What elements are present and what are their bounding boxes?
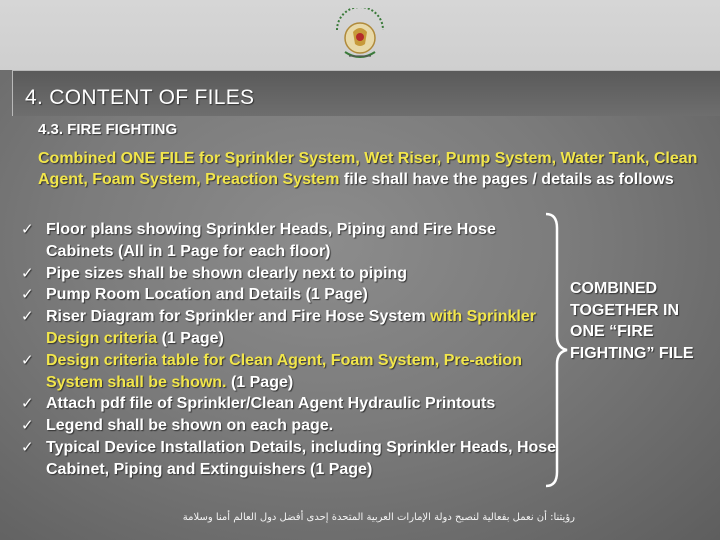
check-icon: ✓ [21,437,34,456]
list-item-text: (1 Page) [157,329,224,347]
list-item [21,219,561,263]
list-item-text: with Sprinkler Design criteria [46,308,536,347]
check-icon: ✓ [21,350,34,369]
list-item [21,263,561,285]
list-item-text: Riser Diagram for Sprinkler and Fire Hose System [46,308,431,326]
combined-note: COMBINED TOGETHER IN ONE “FIRE FIGHTING” FILE [570,280,694,362]
list-item [21,437,561,481]
right-brace-icon [540,210,570,490]
intro-rest: file shall have the pages / details as follows [339,171,674,188]
check-icon: ✓ [21,263,34,282]
list-item [21,350,561,394]
check-icon: ✓ [21,394,34,413]
footer-vision-text: رؤيتنا: أن نعمل بفعالية لنصبح دولة الإمارات العربية المتحدة إحدى أفضل دول العالم أمنا وسلامة [182,512,575,523]
list-item [21,284,561,306]
list-item-text: Floor plans showing Sprinkler Heads, Piping and Fire Hose Cabinets (All in 1 Page for each floor) [46,221,496,260]
list-item [21,415,561,437]
list-item-text: Pipe sizes shall be shown clearly next to piping [46,264,407,282]
list-item [21,393,561,415]
intro-paragraph [38,148,708,190]
check-icon: ✓ [21,220,34,238]
uae-emblem-icon [327,8,393,64]
list-item-text: Legend shall be shown on each page. [46,417,334,435]
list-item-text: (1 Page) [226,373,294,391]
requirements-list [21,219,561,481]
section-subtitle: 4.3. FIRE FIGHTING [38,121,178,138]
check-icon: ✓ [21,307,34,326]
intro-highlight: Combined ONE FILE for Sprinkler System, Wet Riser, Pump System, Water Tank, Clean Agent, Foam System, Preaction System [38,150,698,188]
check-icon: ✓ [21,416,34,435]
list-item [21,306,561,350]
list-item-text: Typical Device Installation Details, including Sprinkler Heads, Hose Cabinet, Piping and Extinguishers (1 Page) [46,438,557,478]
page-title: 4. CONTENT OF FILES [25,86,255,109]
list-item-text: Design criteria table for Clean Agent, Foam System, Pre-action System shall be shown. [46,351,522,391]
list-item-text: Pump Room Location and Details (1 Page) [46,286,368,304]
check-icon: ✓ [21,285,34,304]
list-item-text: Attach pdf file of Sprinkler/Clean Agent Hydraulic Printouts [46,395,496,413]
